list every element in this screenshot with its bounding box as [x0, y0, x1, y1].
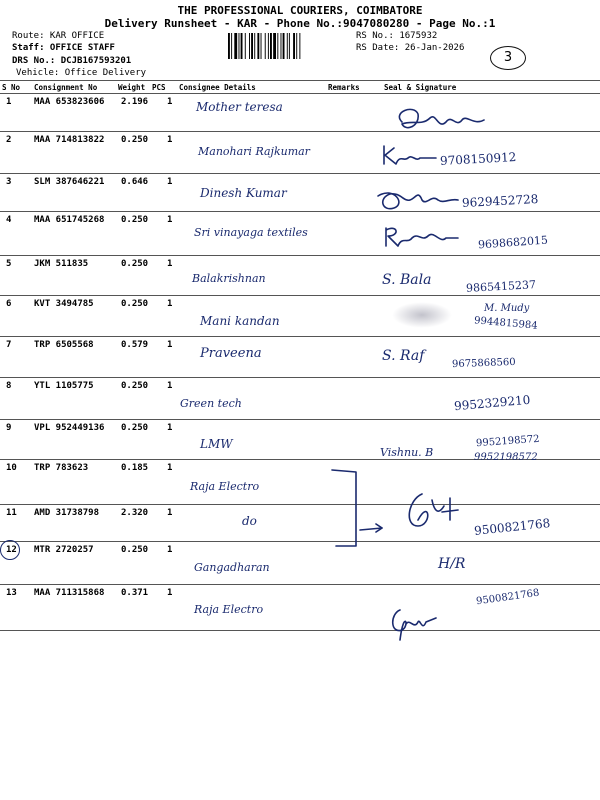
consignee-name: do — [242, 514, 257, 528]
row-divider — [0, 541, 600, 542]
signature-phone-row-9: 9952198572 — [474, 452, 538, 463]
col-seal: Seal & Signature — [384, 83, 457, 92]
col-weight: Weight — [118, 83, 146, 92]
signature-name-row-6: M. Mudy — [484, 303, 530, 314]
recipient-phone: 9629452728 — [461, 192, 539, 210]
row-pcs: 1 — [167, 340, 173, 350]
consignee-name: Dinesh Kumar — [200, 186, 287, 200]
row-pcs: 1 — [167, 545, 173, 555]
row-consignment: YTL 1105775 — [34, 381, 94, 391]
row-sno: 4 — [6, 215, 12, 225]
row-divider — [0, 131, 600, 132]
row-sno: 5 — [6, 259, 12, 269]
page-subtitle: Delivery Runsheet - KAR - Phone No.:9047080280 - Page No.:1 — [104, 17, 496, 30]
consignee-name: Praveena — [200, 346, 262, 361]
row-sno: 9 — [6, 423, 12, 433]
row-consignment: SLM 387646221 — [34, 177, 105, 187]
signature-row-2 — [380, 144, 440, 168]
consignee-name: Manohari Rajkumar — [198, 145, 310, 158]
row-divider — [0, 630, 600, 631]
consignee-name: Mother teresa — [196, 100, 283, 114]
vehicle-label: Vehicle: Office Delivery — [16, 68, 147, 78]
row-sno: 13 — [6, 588, 17, 598]
bracket-mark — [330, 470, 390, 550]
row-consignment: KVT 3494785 — [34, 299, 94, 309]
row-pcs: 1 — [167, 423, 173, 433]
row-divider — [0, 377, 600, 378]
consignee-name: Raja Electro — [190, 480, 260, 493]
row-12-circle-mark — [0, 540, 20, 560]
row-consignment: JKM 511835 — [34, 259, 89, 269]
row-weight: 0.250 — [121, 423, 149, 433]
row-weight: 0.250 — [121, 299, 149, 309]
row-consignment: MAA 651745268 — [34, 215, 105, 225]
route-label: Route: KAR OFFICE — [12, 31, 105, 41]
row-pcs: 1 — [167, 463, 173, 473]
row-sno: 3 — [6, 177, 12, 187]
row-weight: 0.250 — [121, 545, 149, 555]
row-divider — [0, 584, 600, 585]
row-divider — [0, 504, 600, 505]
row-sno: 6 — [6, 299, 12, 309]
staff-label: Staff: OFFICE STAFF — [12, 43, 115, 53]
row-pcs: 1 — [167, 215, 173, 225]
recipient-phone: 9708150912 — [439, 150, 517, 168]
row-weight: 0.185 — [121, 463, 149, 473]
row-weight: 0.579 — [121, 340, 149, 350]
row-sno: 11 — [6, 508, 17, 518]
row-weight: 0.646 — [121, 177, 149, 187]
signature-name-row-9: Vishnu. B — [380, 446, 434, 459]
col-sno: S No — [2, 83, 21, 92]
row-weight: 0.250 — [121, 135, 149, 145]
col-pcs: PCS — [152, 83, 166, 92]
header-bottom-rule — [0, 93, 600, 94]
signature-row-13 — [380, 604, 440, 644]
row-consignment: AMD 31738798 — [34, 508, 100, 518]
row-sno: 12 — [6, 545, 17, 555]
row-divider — [0, 255, 600, 256]
consignee-name: Mani kandan — [200, 314, 280, 328]
row-pcs: 1 — [167, 259, 173, 269]
stamp-smudge — [392, 302, 452, 328]
row-consignment: MAA 711315868 — [34, 588, 105, 598]
rs-number: RS No.: 1675932 — [356, 31, 438, 41]
row-sno: 7 — [6, 340, 12, 350]
row-consignment: TRP 783623 — [34, 463, 89, 473]
row-divider — [0, 211, 600, 212]
row-consignment: VPL 952449136 — [34, 423, 105, 433]
row-consignment: MTR 2720257 — [34, 545, 94, 555]
rs-date: RS Date: 26-Jan-2026 — [356, 43, 465, 53]
recipient-phone: 9952198572 — [475, 433, 540, 450]
signature-name-row-5: S. Bala — [382, 272, 432, 288]
row-consignment: MAA 714813822 — [34, 135, 105, 145]
consignee-name: Sri vinayaga textiles — [194, 226, 308, 239]
row-consignment: MAA 653823606 — [34, 97, 105, 107]
row-weight: 0.250 — [121, 259, 149, 269]
row-weight: 2.196 — [121, 97, 149, 107]
col-consignment: Consignment No — [34, 83, 98, 92]
recipient-phone: 9698682015 — [477, 233, 549, 252]
row-weight: 2.320 — [121, 508, 149, 518]
col-remarks: Remarks — [328, 83, 360, 92]
page-title: THE PROFESSIONAL COURIERS, COIMBATORE — [177, 4, 423, 17]
row-weight: 0.250 — [121, 215, 149, 225]
recipient-phone: 9944815984 — [473, 315, 538, 332]
barcode-icon — [228, 33, 348, 59]
row-pcs: 1 — [167, 381, 173, 391]
row-pcs: 1 — [167, 177, 173, 187]
col-consignee: Consignee Details — [179, 83, 256, 92]
row-pcs: 1 — [167, 97, 173, 107]
consignee-name: Balakrishnan — [192, 272, 266, 285]
row-divider — [0, 419, 600, 420]
row-pcs: 1 — [167, 508, 173, 518]
consignee-name: Raja Electro — [194, 603, 264, 616]
page-circled-number: 3 — [490, 46, 526, 70]
row-divider — [0, 173, 600, 174]
row-divider — [0, 295, 600, 296]
row-divider — [0, 336, 600, 337]
row-sno: 1 — [6, 97, 12, 107]
signature-row-3 — [374, 186, 464, 216]
recipient-phone: 9675868560 — [451, 356, 516, 371]
signature-row-4 — [382, 222, 462, 252]
recipient-phone: 9500821768 — [475, 587, 541, 608]
row-pcs: 1 — [167, 299, 173, 309]
row-pcs: 1 — [167, 135, 173, 145]
row-sno: 8 — [6, 381, 12, 391]
drs-label: DRS No.: DCJB167593201 — [12, 56, 132, 66]
signature-row-11 — [398, 490, 468, 536]
consignee-name: Gangadharan — [194, 561, 270, 574]
recipient-phone: 9865415237 — [465, 278, 537, 295]
consignee-name: LMW — [200, 437, 233, 451]
consignee-name: Green tech — [180, 397, 242, 410]
row-sno: 10 — [6, 463, 17, 473]
row-weight: 0.250 — [121, 381, 149, 391]
recipient-phone: 9500821768 — [473, 516, 551, 538]
row-weight: 0.371 — [121, 588, 149, 598]
signature-name-row-7: S. Raf — [382, 348, 425, 364]
row-pcs: 1 — [167, 588, 173, 598]
header-top-rule — [0, 80, 600, 81]
signature-row-1 — [392, 104, 492, 138]
row-sno: 2 — [6, 135, 12, 145]
signature-note-row-12: H/R — [438, 556, 466, 572]
recipient-phone: 9952329210 — [453, 392, 531, 414]
row-consignment: TRP 6505568 — [34, 340, 94, 350]
